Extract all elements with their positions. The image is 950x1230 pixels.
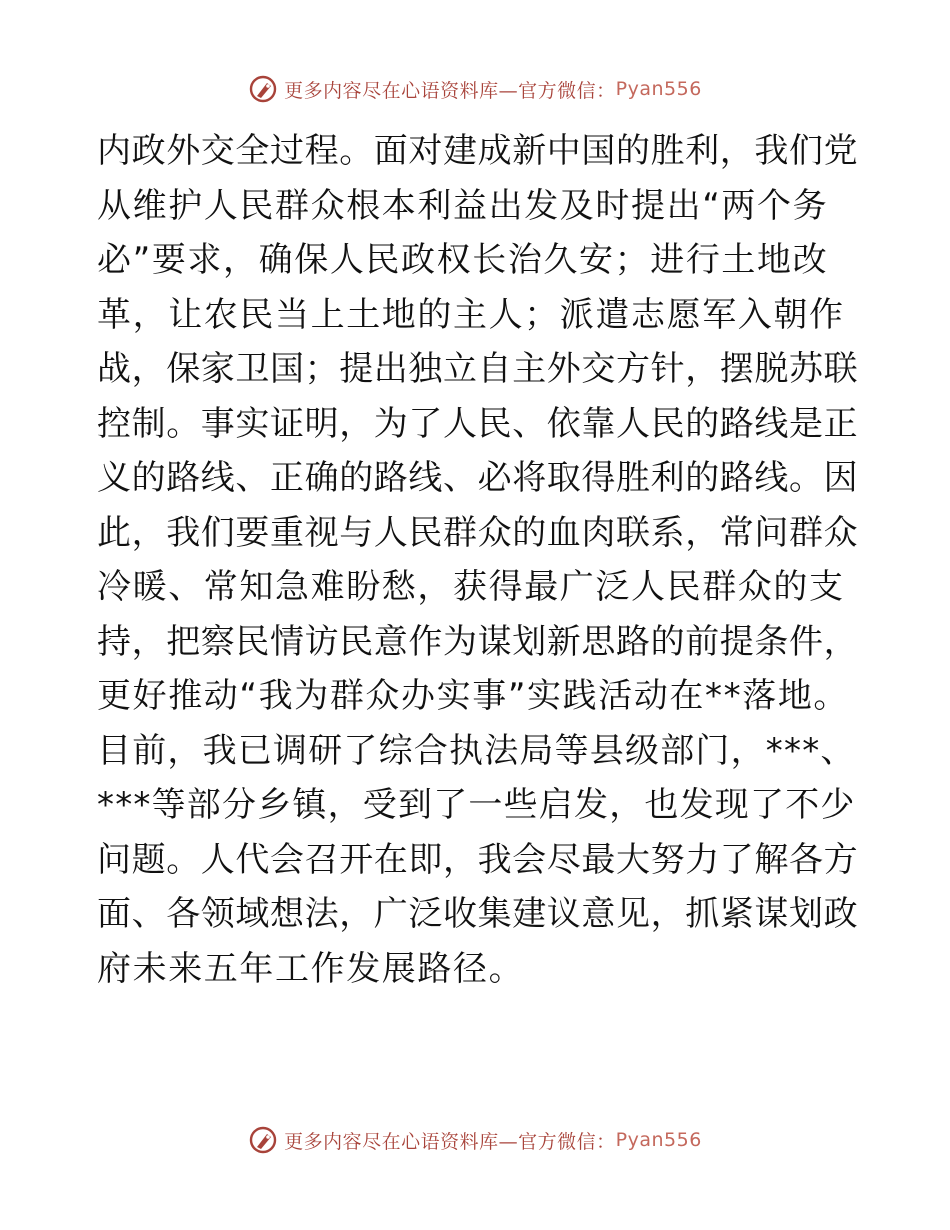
header-watermark-id: Pyan556 <box>615 78 702 100</box>
footer-watermark-id: Pyan556 <box>615 1129 702 1151</box>
footer-watermark-text: 更多内容尽在心语资料库—官方微信： <box>284 1130 616 1153</box>
text-line: 从维护人民群众根本利益出发及时提出“两个务 <box>97 185 829 226</box>
header-watermark-text: 更多内容尽在心语资料库—官方微信： <box>284 79 616 102</box>
text-line: 必”要求，确保人民政权长治久安；进行土地改 <box>97 240 829 280</box>
text-line: 面、各领域想法，广泛收集建议意见，抓紧谋划政 <box>97 894 859 934</box>
text-line: 更好推动“我为群众办实事”实践活动在**落地。 <box>97 676 850 716</box>
text-line: 冷暖、常知急难盼愁，获得最广泛人民群众的支 <box>97 567 845 607</box>
pen-nib-logo-icon <box>248 1125 278 1155</box>
text-line: 持，把察民情访民意作为谋划新思路的前提条件， <box>97 621 859 662</box>
text-line: 此，我们要重视与人民群众的血肉联系，常问群众 <box>97 512 859 553</box>
pen-nib-logo-icon <box>248 74 278 104</box>
text-line: 义的路线、正确的路线、必将取得胜利的路线。因 <box>97 458 859 498</box>
text-line: 府未来五年工作发展路径。 <box>97 948 525 989</box>
text-line: 目前，我已调研了综合执法局等县级部门，***、 <box>97 730 856 771</box>
text-line: 问题。人代会召开在即，我会尽最大努力了解各方 <box>97 839 859 880</box>
document-body <box>97 124 857 996</box>
header-watermark <box>0 67 950 111</box>
footer-watermark <box>0 1118 950 1162</box>
text-line: 战，保家卫国；提出独立自主外交方针，摆脱苏联 <box>97 349 859 389</box>
text-line: 革，让农民当上土地的主人；派遣志愿军入朝作 <box>97 294 845 335</box>
text-line: ***等部分乡镇，受到了一些启发，也发现了不少 <box>97 785 856 825</box>
text-line: 内政外交全过程。面对建成新中国的胜利，我们党 <box>97 131 859 171</box>
text-line: 控制。事实证明，为了人民、依靠人民的路线是正 <box>97 403 859 444</box>
